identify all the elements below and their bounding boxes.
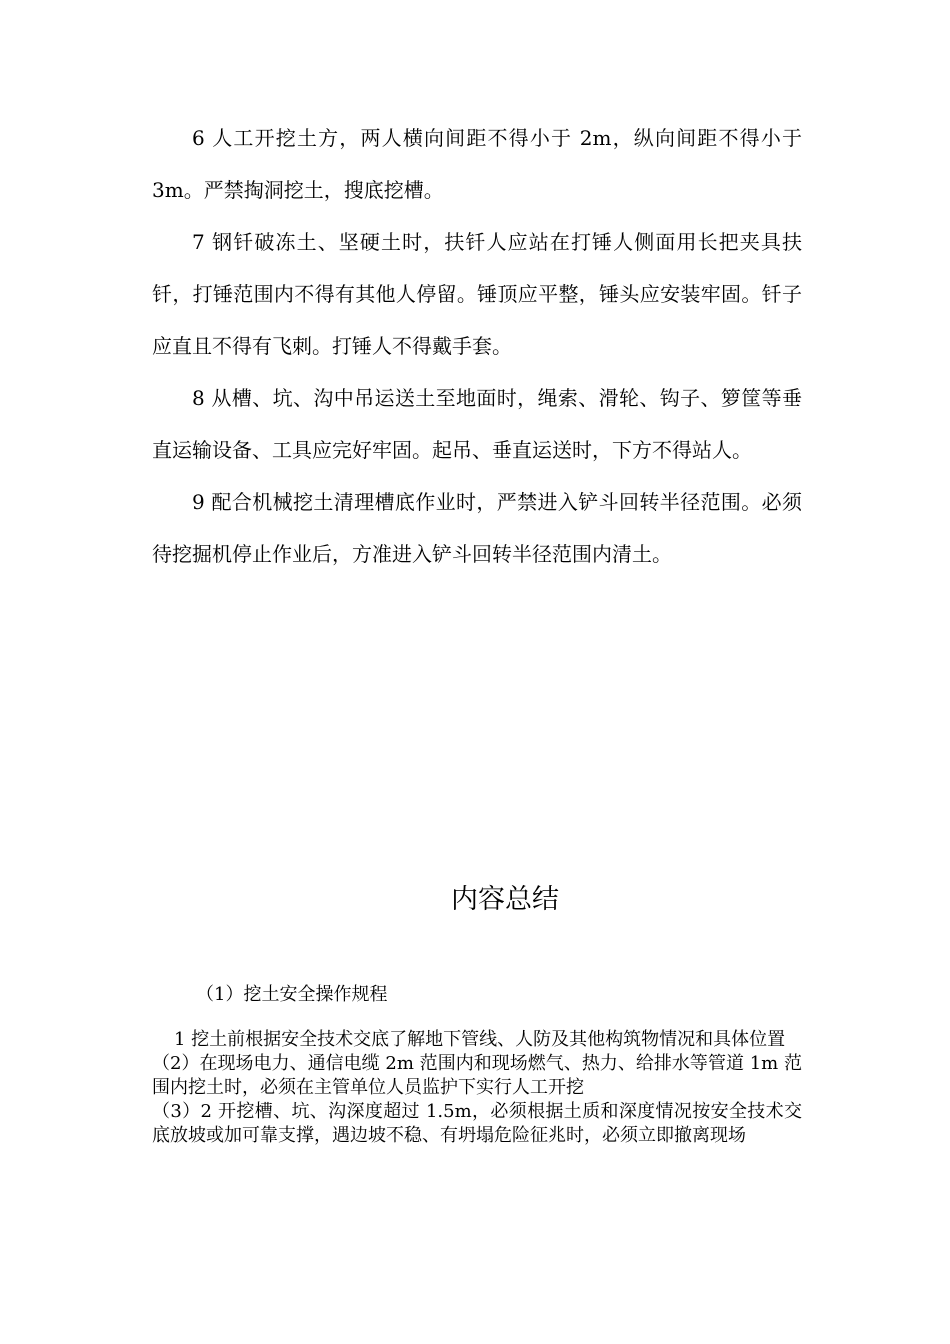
summary-section <box>152 980 802 1148</box>
summary-item-1: 1 挖土前根据安全技术交底了解地下管线、人防及其他构筑物情况和具体位置 <box>174 1029 786 1050</box>
paragraph-6: 6 人工开挖土方，两人横向间距不得小于 2m，纵向间距不得小于 3m。严禁掏洞挖土，搜底挖槽。 <box>152 126 802 202</box>
paragraph-8: 8 从槽、坑、沟中吊运送土至地面时，绳索、滑轮、钩子、箩筐等垂直运输设备、工具应完好牢固。起吊、垂直运送时，下方不得站人。 <box>152 386 802 462</box>
summary-item-3: （3）2 开挖槽、坑、沟深度超过 1.5m，必须根据土质和深度情况按安全技术交底放坡或加可靠支撑，遇边坡不稳、有坍塌危险征兆时，必须立即撤离现场 <box>152 1101 802 1146</box>
summary-title: 内容总结 <box>451 884 559 915</box>
paragraph-9: 9 配合机械挖土清理槽底作业时，严禁进入铲斗回转半径范围。必须待挖掘机停止作业后，方准进入铲斗回转半径范围内清土。 <box>152 490 802 566</box>
summary-heading: （1）挖土安全操作规程 <box>196 984 388 1005</box>
summary-item-2: （2）在现场电力、通信电缆 2m 范围内和现场燃气、热力、给排水等管道 1m 范围内挖土时，必须在主管单位人员监护下实行人工开挖 <box>152 1053 802 1098</box>
paragraph-7: 7 钢钎破冻土、坚硬土时，扶钎人应站在打锤人侧面用长把夹具扶钎，打锤范围内不得有其他人停留。锤顶应平整，锤头应安装牢固。钎子应直且不得有飞刺。打锤人不得戴手套。 <box>152 230 802 358</box>
document-body <box>152 112 802 580</box>
